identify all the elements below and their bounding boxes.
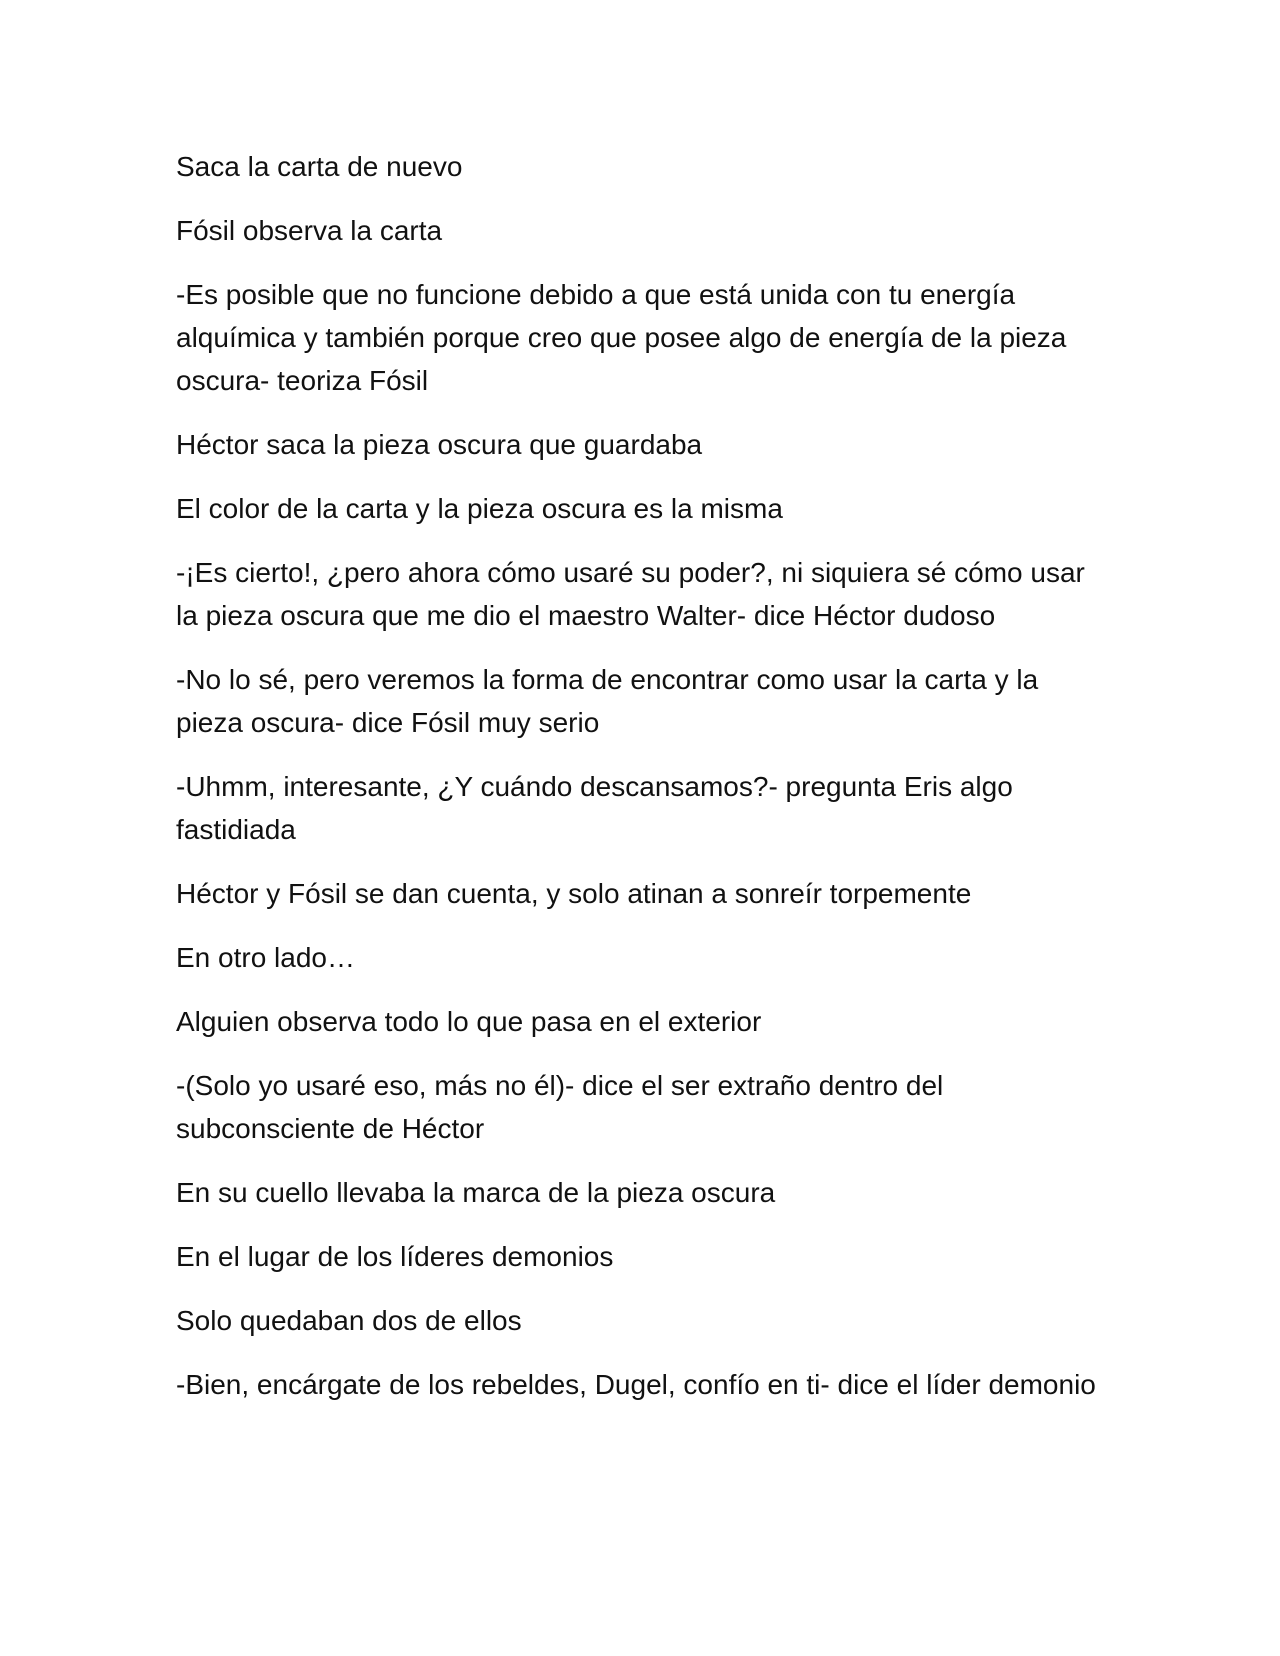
paragraph-1: Saca la carta de nuevo xyxy=(176,151,463,182)
paragraph-12: -(Solo yo usaré eso, más no él)- dice el ser extraño dentro del subconsciente de Héctor xyxy=(176,1070,944,1144)
paragraph-13: En su cuello llevaba la marca de la pieza oscura xyxy=(176,1177,776,1208)
paragraph-11: Alguien observa todo lo que pasa en el exterior xyxy=(176,1006,762,1037)
paragraph-7: -No lo sé, pero veremos la forma de encontrar como usar la carta y la pieza oscura- dice Fósil muy serio xyxy=(176,664,1039,738)
paragraph-8: -Uhmm, interesante, ¿Y cuándo descansamos?- pregunta Eris algo fastidiada xyxy=(176,771,1013,845)
paragraph-6: -¡Es cierto!, ¿pero ahora cómo usaré su poder?, ni siquiera sé cómo usar la pieza oscura que me dio el maestro Walter- dice Héctor dudoso xyxy=(176,557,1085,631)
paragraph-16: -Bien, encárgate de los rebeldes, Dugel, confío en ti- dice el líder demonio xyxy=(176,1369,1096,1400)
paragraph-14: En el lugar de los líderes demonios xyxy=(176,1241,614,1272)
paragraph-3: -Es posible que no funcione debido a que está unida con tu energía alquímica y también porque creo que posee algo de energía de la pieza oscura- teoriza Fósil xyxy=(176,279,1067,396)
document-body xyxy=(176,145,1106,1427)
paragraph-4: Héctor saca la pieza oscura que guardaba xyxy=(176,429,703,460)
paragraph-15: Solo quedaban dos de ellos xyxy=(176,1305,522,1336)
paragraph-9: Héctor y Fósil se dan cuenta, y solo atinan a sonreír torpemente xyxy=(176,878,972,909)
paragraph-10: En otro lado… xyxy=(176,942,355,973)
paragraph-2: Fósil observa la carta xyxy=(176,215,443,246)
paragraph-5: El color de la carta y la pieza oscura es la misma xyxy=(176,493,783,524)
